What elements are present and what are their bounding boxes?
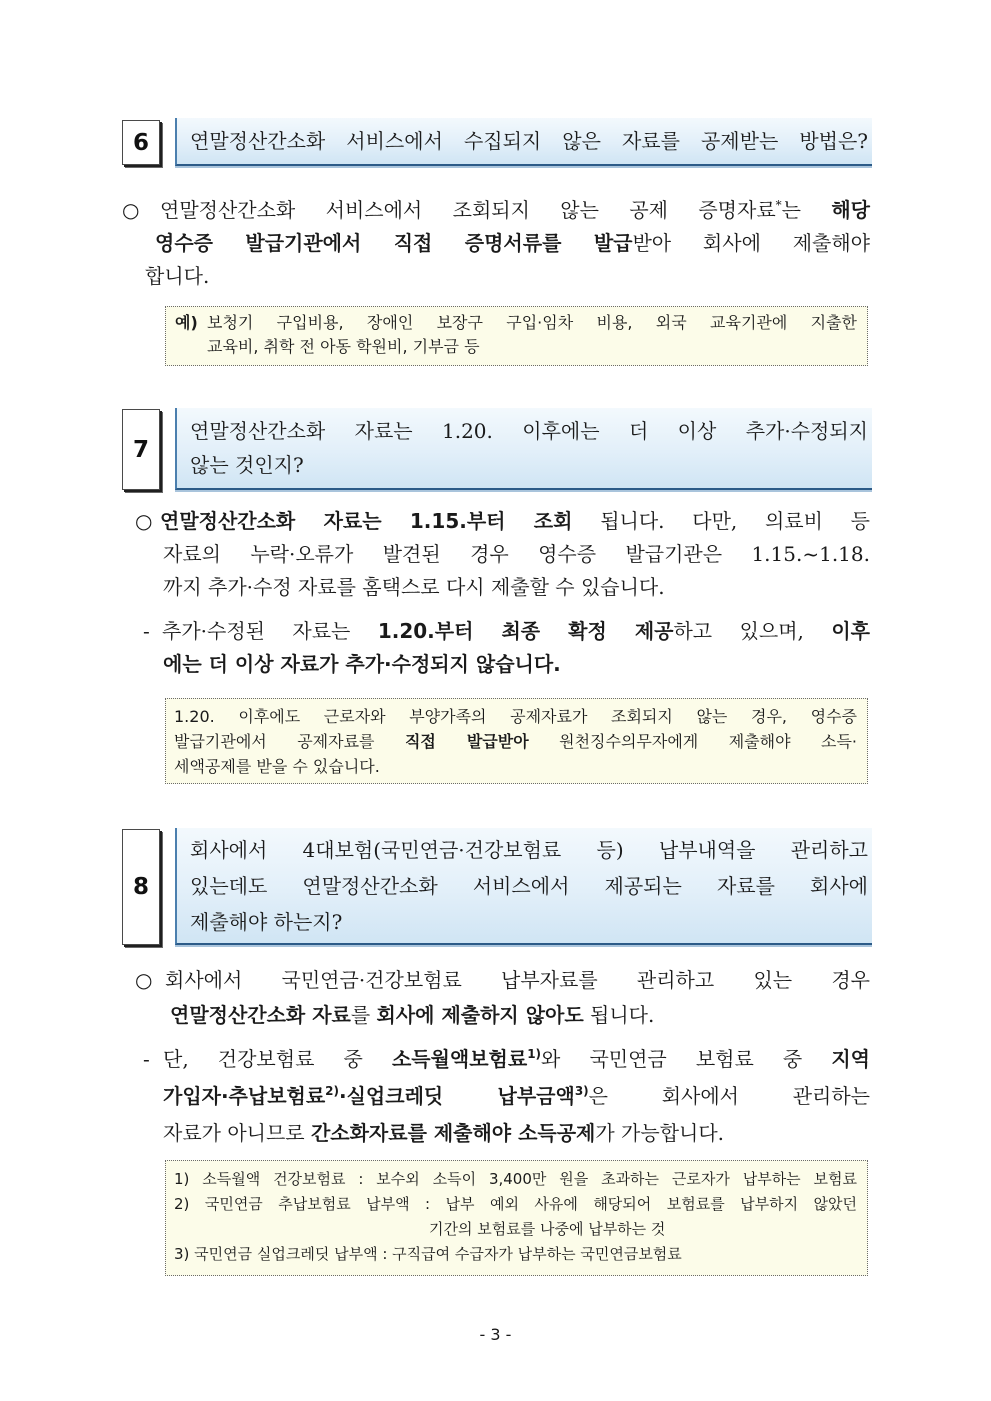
question-text: 회사에서 4대보험(국민연금·건강보험료 등) 납부내역을 관리하고 bbox=[190, 837, 868, 862]
answer-paragraph bbox=[0, 505, 991, 604]
note-line bbox=[174, 729, 857, 754]
note-line bbox=[174, 754, 857, 779]
question-header bbox=[175, 408, 872, 490]
footnote-ref: 3) bbox=[574, 1084, 589, 1098]
question-text: 연말정산간소화 서비스에서 수집되지 않은 자료를 공제받는 방법은? bbox=[190, 129, 868, 153]
answer-text: 됩니다. 다만, 의료비 등 bbox=[572, 509, 870, 533]
detail-emphasis: 소득월액보험료 bbox=[391, 1047, 528, 1071]
detail-emphasis: 지역 bbox=[831, 1047, 870, 1071]
answer-line bbox=[170, 998, 870, 1033]
footnote-box bbox=[165, 1160, 868, 1276]
detail-line bbox=[163, 648, 870, 681]
dash-marker: - bbox=[143, 619, 150, 643]
detail-emphasis: 1.20.부터 최종 확정 제공 bbox=[377, 619, 674, 643]
answer-emphasis: 회사에 제출하지 않아도 bbox=[376, 1003, 584, 1027]
answer-text: 합니다. bbox=[145, 264, 210, 288]
answer-text: 연말정산간소화 서비스에서 조회되지 않는 공제 증명자료 bbox=[160, 198, 776, 222]
detail-text: 가 가능합니다. bbox=[595, 1121, 725, 1145]
detail-text: 추가·수정된 자료는 bbox=[162, 619, 378, 643]
detail-line bbox=[163, 1041, 870, 1078]
info-note-box bbox=[165, 698, 868, 784]
note-line: 교육비, 취학 전 아동 학원비, 기부금 등 bbox=[207, 337, 480, 356]
footnote-line: 1) 소득월액 건강보험료 : 보수외 소득이 3,400만 원을 초과하는 근로자가 납부하는 보험료 bbox=[174, 1170, 857, 1188]
answer-emphasis: 연말정산간소화 자료 bbox=[170, 1003, 351, 1027]
detail-emphasis: 간소화자료를 제출해야 소득공제 bbox=[310, 1121, 596, 1145]
note-text: 원천징수의무자에게 제출해야 소득· bbox=[528, 732, 858, 751]
answer-line bbox=[163, 538, 870, 571]
detail-line bbox=[163, 1078, 870, 1115]
question-text: 있는데도 연말정산간소화 서비스에서 제공되는 자료를 회사에 bbox=[190, 873, 868, 898]
answer-text: 받아 회사에 제출해야 bbox=[632, 231, 870, 255]
answer-line bbox=[165, 963, 870, 998]
answer-text: 회사에서 국민연금·건강보험료 납부자료를 관리하고 있는 경우 bbox=[165, 968, 870, 992]
detail-text: 은 회사에서 관리하는 bbox=[588, 1084, 870, 1108]
answer-emphasis: 영수증 발급기관에서 직접 증명서류를 발급 bbox=[155, 231, 633, 255]
detail-text: 자료가 아니므로 bbox=[163, 1121, 311, 1145]
footnote-line: 2) 국민연금 추납보험료 납부액 : 납부 예외 사유에 해당되어 보험료를 납부하지 않았던 bbox=[174, 1195, 857, 1213]
answer-line bbox=[163, 571, 870, 604]
detail-emphasis: 가입자·추납보험료 bbox=[163, 1084, 326, 1108]
note-text: 세액공제를 받을 수 있습니다. bbox=[174, 757, 380, 776]
asterisk-mark: * bbox=[775, 198, 782, 212]
bullet-marker: ○ bbox=[122, 198, 140, 222]
answer-line bbox=[160, 505, 870, 538]
footnote-ref: 2) bbox=[325, 1084, 340, 1098]
answer-text: 를 bbox=[350, 1003, 377, 1027]
answer-text: 자료의 누락·오류가 발견된 경우 영수증 발급기관은 1.15.~1.18. bbox=[163, 542, 870, 566]
answer-text: 는 bbox=[781, 198, 832, 222]
question-header bbox=[175, 828, 872, 945]
answer-paragraph bbox=[0, 963, 991, 1033]
answer-line bbox=[160, 194, 870, 227]
note-text: 발급기관에서 공제자료를 bbox=[174, 732, 405, 751]
note-text: 1.20. 이후에도 근로자와 부양가족의 공제자료가 조회되지 않는 경우, 영수증 bbox=[174, 707, 857, 726]
detail-text: 단, 건강보험료 중 bbox=[163, 1047, 392, 1071]
bullet-marker: ○ bbox=[135, 509, 153, 533]
dash-marker: - bbox=[143, 1047, 150, 1071]
example-label: 예) bbox=[175, 313, 198, 332]
question-number-badge: 8 bbox=[122, 829, 160, 945]
answer-text: 까지 추가·수정 자료를 홈택스로 다시 제출할 수 있습니다. bbox=[163, 575, 665, 599]
note-line bbox=[174, 704, 857, 729]
footnote-ref: 1) bbox=[527, 1047, 542, 1061]
answer-line bbox=[145, 260, 870, 293]
answer-line bbox=[155, 227, 870, 260]
detail-text: 하고 있으며, bbox=[673, 619, 832, 643]
question-header bbox=[175, 118, 872, 166]
question-number-badge: 6 bbox=[122, 120, 160, 165]
example-note-box bbox=[165, 306, 868, 366]
bullet-marker: ○ bbox=[135, 968, 153, 992]
footnote-line: 3) 국민연금 실업크레딧 납부액 : 구직급여 수급자가 납부하는 국민연금보험료 bbox=[174, 1245, 682, 1263]
detail-emphasis: ·실업크레딧 납부금액 bbox=[339, 1084, 575, 1108]
question-text: 않는 것인지? bbox=[190, 453, 304, 477]
detail-emphasis: 에는 더 이상 자료가 추가·수정되지 않습니다. bbox=[163, 652, 561, 676]
detail-paragraph bbox=[0, 615, 991, 681]
note-line: 보청기 구입비용, 장애인 보장구 구입·임차 비용, 외국 교육기관에 지출한 bbox=[207, 313, 857, 332]
question-number-badge: 7 bbox=[122, 409, 160, 490]
page-number: - 3 - bbox=[479, 1325, 512, 1344]
answer-emphasis: 연말정산간소화 자료는 1.15.부터 조회 bbox=[160, 509, 573, 533]
answer-emphasis: 해당 bbox=[831, 198, 870, 222]
detail-line bbox=[163, 1115, 870, 1152]
detail-paragraph bbox=[0, 1041, 991, 1152]
footnote-line: 기간의 보험료를 나중에 납부하는 것 bbox=[429, 1220, 666, 1238]
detail-emphasis: 이후 bbox=[831, 619, 870, 643]
question-text: 연말정산간소화 자료는 1.20. 이후에는 더 이상 추가·수정되지 bbox=[190, 419, 868, 443]
note-emphasis: 직접 발급받아 bbox=[404, 732, 529, 751]
detail-line bbox=[162, 615, 870, 648]
answer-text: 됩니다. bbox=[583, 1003, 655, 1027]
detail-text: 와 국민연금 보험료 중 bbox=[541, 1047, 832, 1071]
question-text: 제출해야 하는지? bbox=[190, 909, 343, 934]
answer-paragraph bbox=[0, 194, 991, 293]
